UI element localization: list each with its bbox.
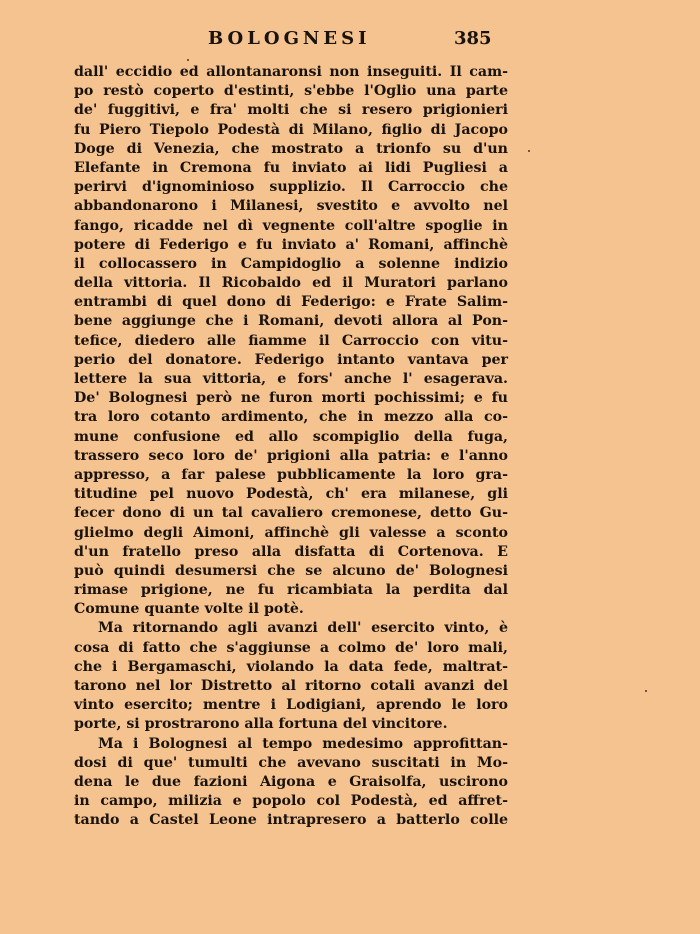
body-text [74, 63, 508, 831]
text-line: tra loro cotanto ardimento, che in mezzo alla co- [74, 409, 508, 426]
text-line: lettere la sua vittoria, e fors' anche l' esagerava. [74, 371, 508, 387]
text-line: fu Piero Tiepolo Podestà di Milano, figlio di Jacopo [74, 121, 508, 138]
text-line: appresso, a far palese pubblicamente la loro gra- [74, 466, 508, 483]
text-line: dall' eccidio ed allontanaronsi non inseguiti. Il cam- [74, 64, 508, 80]
text-line: po restò coperto d'estinti, s'ebbe l'Oglio una parte [74, 83, 508, 100]
text-line: che i Bergamaschi, violando la data fede, maltrat- [74, 658, 508, 675]
text-line: d'un fratello preso alla disfatta di Cortenova. E [74, 543, 508, 560]
text-line: tando a Castel Leone intrapresero a batterlo colle [74, 812, 508, 829]
page-number: 385 [454, 28, 492, 49]
text-line: entrambi di quel dono di Federigo: e Frate Salim- [74, 294, 508, 311]
text-line: titudine pel nuovo Podestà, ch' era milanese, gli [74, 486, 508, 503]
text-line: abbandonarono i Milanesi, svestito e avvolto nel [74, 198, 508, 215]
text-line: rimase prigione, ne fu ricambiata la perdita dal [74, 582, 508, 599]
text-line: Ma i Bolognesi al tempo medesimo approfittan- [98, 735, 508, 752]
text-line: vinto esercito; mentre i Lodigiani, aprendo le loro [74, 697, 508, 714]
text-line: tefice, diedero alle fiamme il Carroccio con vitu- [74, 332, 508, 349]
text-line: Elefante in Cremona fu inviato ai lidi Pugliesi a [74, 159, 508, 176]
page-header [0, 26, 700, 56]
text-line: Doge di Venezia, che mostrato a trionfo su d'un [74, 140, 508, 157]
text-line: de' fuggitivi, e fra' molti che si resero prigionieri [74, 102, 508, 119]
text-line: glielmo degli Aimoni, affinchè gli valesse a sconto [74, 524, 508, 541]
text-line: in campo, milizia e popolo col Podestà, ed affret- [74, 793, 508, 810]
text-line: trassero seco loro de' prigioni alla patria: e l'anno [74, 447, 508, 464]
text-line: bene aggiunge che i Romani, devoti allora al Pon- [74, 313, 508, 330]
paper-speck [528, 150, 530, 152]
text-line: potere di Federigo e fu inviato a' Romani, affinchè [74, 236, 508, 253]
text-line: De' Bolognesi però ne furon morti pochissimi; e fu [74, 390, 508, 407]
text-line: il collocassero in Campidoglio a solenne indizio [74, 255, 508, 272]
text-line: porte, si prostrarono alla fortuna del vincitore. [74, 716, 448, 733]
text-line: perio del donatore. Federigo intanto vantava per [74, 351, 508, 368]
text-line: fango, ricadde nel dì vegnente coll'altre spoglie in [74, 217, 508, 234]
running-head: BOLOGNESI [208, 28, 371, 49]
text-line: cosa di fatto che s'aggiunse a colmo de' loro mali, [74, 639, 508, 656]
text-line: mune confusione ed allo scompiglio della fuga, [74, 428, 508, 445]
text-line: Comune quante volte il potè. [74, 601, 304, 618]
text-line: tarono nel lor Distretto al ritorno cotali avanzi del [74, 678, 508, 694]
text-line: Ma ritornando agli avanzi dell' esercito vinto, è [98, 620, 508, 637]
text-line: dena le due fazioni Aigona e Graisolfa, uscirono [74, 773, 508, 790]
paper-speck [645, 690, 647, 692]
text-line: dosi di que' tumulti che avevano suscitati in Mo- [74, 754, 508, 771]
paper-speck [187, 59, 189, 61]
text-line: fecer dono di un tal cavaliero cremonese, detto Gu- [74, 505, 508, 522]
text-line: può quindi desumersi che se alcuno de' Bolognesi [74, 562, 508, 579]
text-line: della vittoria. Il Ricobaldo ed il Muratori parlano [74, 275, 508, 292]
text-line: perirvi d'ignominioso supplizio. Il Carroccio che [74, 179, 508, 196]
